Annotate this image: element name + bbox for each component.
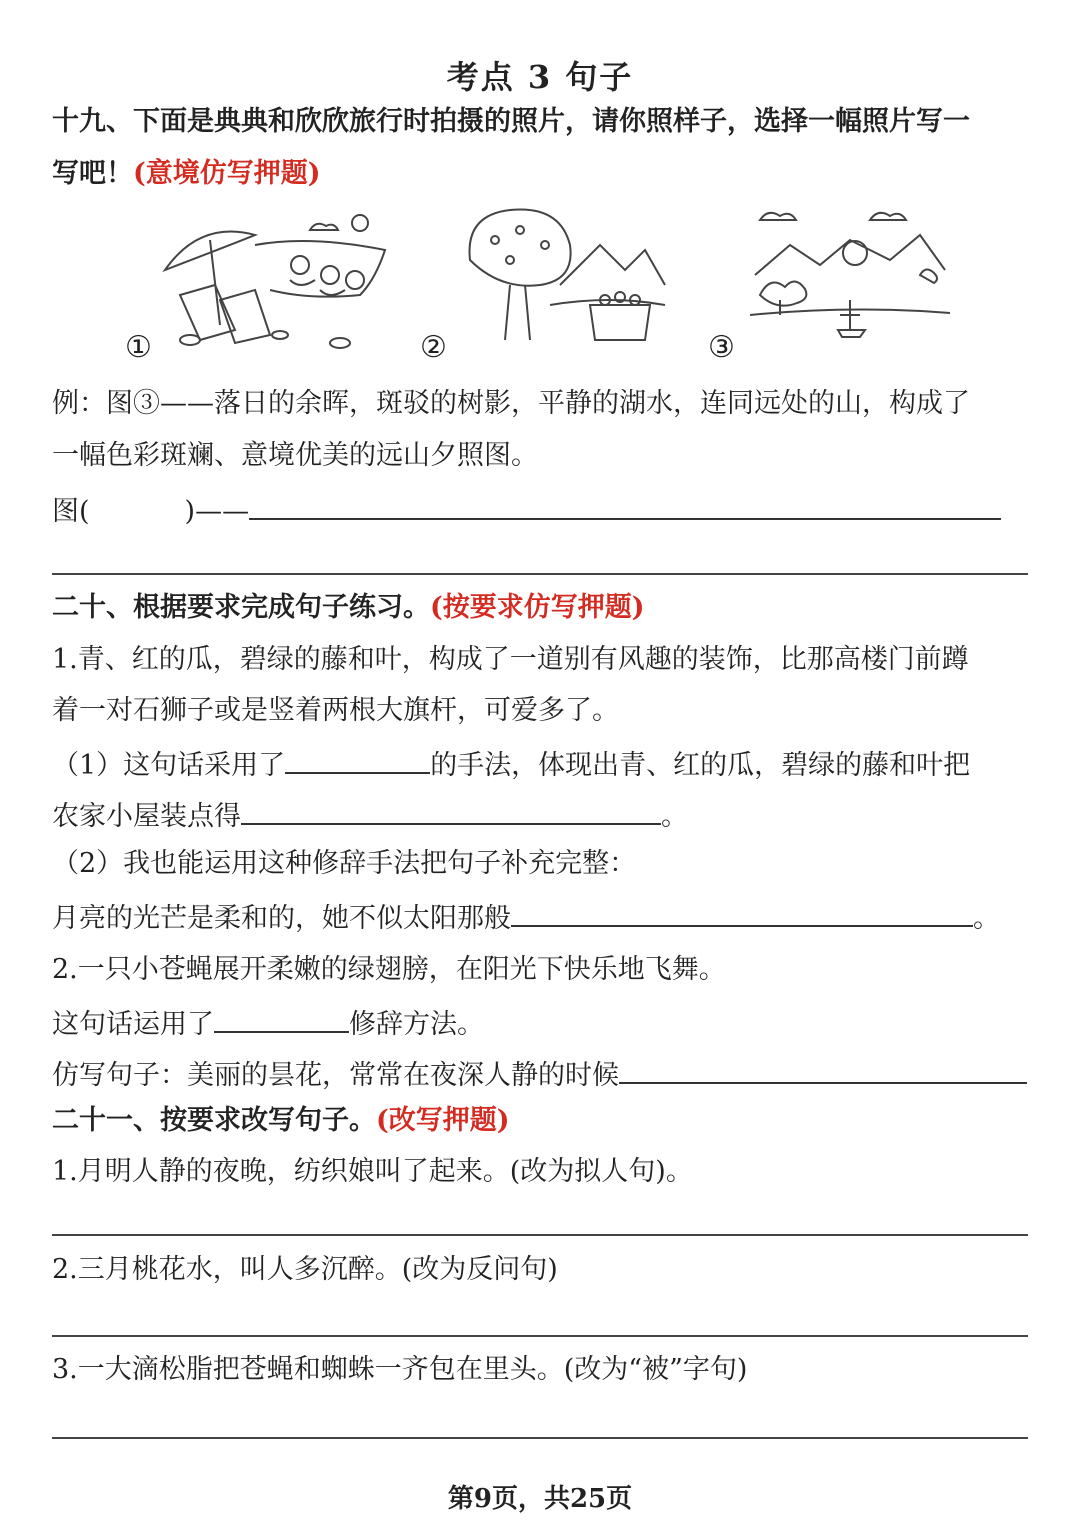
answer-dash: )—— <box>184 496 250 527</box>
fruit-tree-illustration <box>460 205 670 345</box>
rhetoric-method-blank[interactable] <box>214 1001 349 1033</box>
q20-part2-end: 。 <box>973 903 1000 934</box>
q20-part2-line <box>52 895 1000 939</box>
decoration-blank[interactable] <box>241 793 661 825</box>
q19-answer-line <box>52 488 1001 532</box>
q20-part1-text-c: 农家小屋装点得 <box>52 801 241 832</box>
q19-heading-line2 <box>52 154 321 194</box>
q21-tag: (改写押题) <box>376 1105 510 1136</box>
q20-part1-text-b: 的手法，体现出青、红的瓜，碧绿的藤和叶把 <box>430 750 971 781</box>
q19-example-line1: 例：图③——落日的余晖，斑驳的树影，平静的湖水，连同远处的山，构成了 <box>52 388 970 419</box>
page-title: 考点 3 句子 <box>446 58 634 96</box>
page-footer: 第9页，共25页 <box>447 1484 633 1514</box>
q20-part1-line <box>52 742 970 786</box>
q19-example-line2: 一幅色彩斑斓、意境优美的远山夕照图。 <box>52 440 538 471</box>
q20-sentence2-text-a: 这句话运用了 <box>52 1009 214 1040</box>
beach-picnic-illustration <box>160 205 400 355</box>
q20-part1-text-a: （1）这句话采用了 <box>52 750 286 781</box>
q21-answer-rule-2[interactable] <box>52 1335 1028 1337</box>
q21-answer-rule-1[interactable] <box>52 1234 1028 1236</box>
q19-answer-blank[interactable] <box>249 488 1001 520</box>
q20-part1-end: 。 <box>661 801 688 832</box>
q20-part1-line2 <box>52 793 688 837</box>
q20-sentence1-line1: 1.青、红的瓜，碧绿的藤和叶，构成了一道别有风趣的装饰，比那高楼门前蹲 <box>52 644 969 675</box>
picture-label-3: ③ <box>708 330 735 365</box>
q19-answer-rule[interactable] <box>52 573 1028 575</box>
q20-tag: (按要求仿写押题) <box>430 592 645 623</box>
q21-heading-line <box>52 1101 510 1141</box>
sunset-lake-illustration <box>750 205 950 345</box>
q19-tag: (意境仿写押题) <box>133 158 321 189</box>
q21-item-3: 3.一大滴松脂把苍蝇和蜘蛛一齐包在里头。(改为“被”字句) <box>52 1354 748 1385</box>
q20-part2-text: 月亮的光芒是柔和的，她不似太阳那般 <box>52 903 511 934</box>
q21-answer-rule-3[interactable] <box>52 1437 1028 1439</box>
rhetoric-blank[interactable] <box>285 742 430 774</box>
moon-sentence-blank[interactable] <box>511 895 973 927</box>
q20-sentence1-line2: 着一对石狮子或是竖着两根大旗杆，可爱多了。 <box>52 695 619 726</box>
q20-heading: 二十、根据要求完成句子练习。 <box>52 592 430 623</box>
q19-heading-end: 写吧！ <box>52 158 133 189</box>
q20-imitate-text: 仿写句子：美丽的昙花，常常在夜深人静的时候 <box>52 1060 619 1091</box>
q21-item-2: 2.三月桃花水，叫人多沉醉。(改为反问句) <box>52 1254 558 1285</box>
imitate-blank[interactable] <box>619 1052 1027 1084</box>
q20-imitate-line <box>52 1052 1027 1096</box>
q20-heading-line <box>52 588 645 628</box>
picture-label-2: ② <box>420 330 447 365</box>
q20-sentence2: 2.一只小苍蝇展开柔嫩的绿翅膀，在阳光下快乐地飞舞。 <box>52 954 726 985</box>
q19-heading: 十九、下面是典典和欣欣旅行时拍摄的照片，请你照样子，选择一幅照片写一 <box>52 106 970 137</box>
answer-prefix: 图( <box>52 496 90 527</box>
q21-heading: 二十一、按要求改写句子。 <box>52 1105 376 1136</box>
q21-item-1: 1.月明人静的夜晚，纺织娘叫了起来。(改为拟人句)。 <box>52 1156 693 1187</box>
picture-label-1: ① <box>125 330 152 365</box>
q20-sentence2-text-b: 修辞方法。 <box>349 1009 484 1040</box>
q20-part2: （2）我也能运用这种修辞手法把句子补充完整： <box>52 848 637 879</box>
q20-sentence2-question <box>52 1001 484 1045</box>
